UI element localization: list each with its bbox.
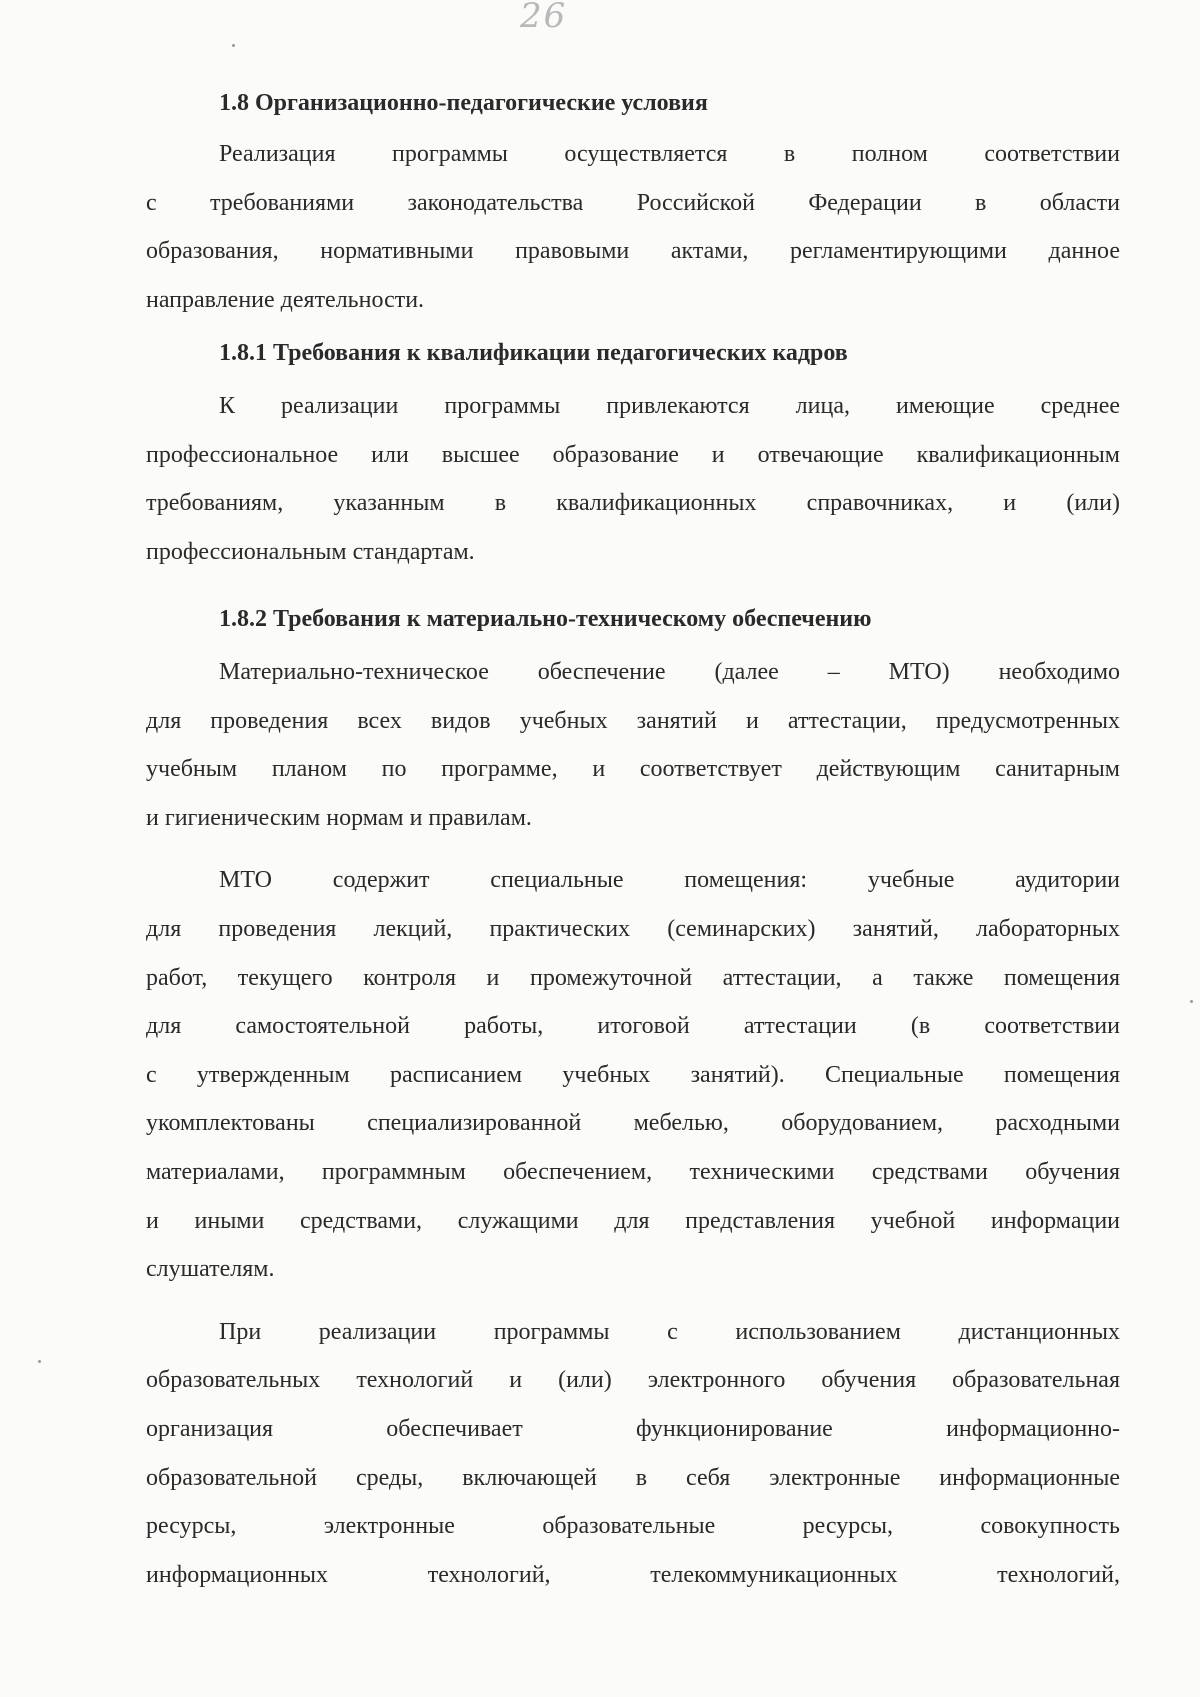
text-line: для проведения лекций, практических (семинарских) занятий, лабораторных (146, 915, 1120, 942)
text-line: Материально-техническое обеспечение (далее – МТО) необходимо (219, 659, 1120, 685)
section-1-8-1 (146, 338, 1120, 576)
text-line: образовательной среды, включающей в себя электронные информационные (146, 1464, 1120, 1491)
text-line: учебным планом по программе, и соответствует действующим санитарным (146, 756, 1120, 783)
text-line: МТО содержит специальные помещения: учебные аудитории (219, 867, 1120, 894)
text-line: ресурсы, электронные образовательные ресурсы, совокупность (146, 1513, 1120, 1540)
text-line: и гигиеническим нормам и правилам. (146, 804, 532, 831)
text-line: материалами, программным обеспечением, техническими средствами обучения (146, 1158, 1120, 1185)
paragraph (146, 382, 1120, 576)
text-line: и иными средствами, служащими для представления учебной информации (146, 1207, 1120, 1234)
paragraph (146, 130, 1120, 324)
text-line: При реализации программы с использованием дистанционных (219, 1318, 1120, 1345)
text-line: Реализация программы осуществляется в полном соответствии (219, 141, 1120, 167)
text-line: укомплектованы специализированной мебелью, оборудованием, расходными (146, 1110, 1120, 1137)
text-line: для самостоятельной работы, итоговой аттестации (в соответствии (146, 1013, 1120, 1040)
text-line: работ, текущего контроля и промежуточной аттестации, а также помещения (146, 964, 1120, 991)
paragraph (146, 1308, 1120, 1600)
text-line: организация обеспечивает функционирование информационно- (146, 1415, 1120, 1442)
paragraph (146, 856, 1120, 1293)
text-line: информационных технологий, телекоммуникационных технологий, (146, 1561, 1120, 1588)
section-heading: 1.8.1 Требования к квалификации педагогических кадров (219, 340, 848, 366)
text-line: слушателям. (146, 1256, 275, 1283)
section-1-8 (146, 88, 1120, 324)
text-line: с утвержденным расписанием учебных занятий). Специальные помещения (146, 1061, 1120, 1088)
section-heading: 1.8 Организационно-педагогические условия (219, 90, 708, 116)
text-line: с требованиями законодательства Российской Федерации в области (146, 189, 1120, 216)
text-line: профессиональным стандартам. (146, 538, 475, 565)
text-line: образовательных технологий и (или) электронного обучения образовательная (146, 1367, 1120, 1394)
handwritten-page-number: 26 (520, 0, 568, 36)
section-heading: 1.8.2 Требования к материально-техническому обеспечению (219, 606, 872, 632)
scan-speck (1190, 1000, 1193, 1003)
text-line: К реализации программы привлекаются лица, имеющие среднее (219, 393, 1120, 419)
scan-speck (38, 1360, 41, 1363)
text-line: профессиональное или высшее образование и отвечающие квалификационным (146, 441, 1120, 468)
text-line: для проведения всех видов учебных занятий и аттестации, предусмотренных (146, 707, 1120, 734)
section-1-8-2 (146, 604, 1120, 1599)
text-line: требованиям, указанным в квалификационных справочниках, и (или) (146, 490, 1120, 517)
scan-speck (232, 44, 235, 47)
text-line: направление деятельности. (146, 286, 425, 313)
paragraph (146, 648, 1120, 842)
text-line: образования, нормативными правовыми актами, регламентирующими данное (146, 238, 1120, 265)
